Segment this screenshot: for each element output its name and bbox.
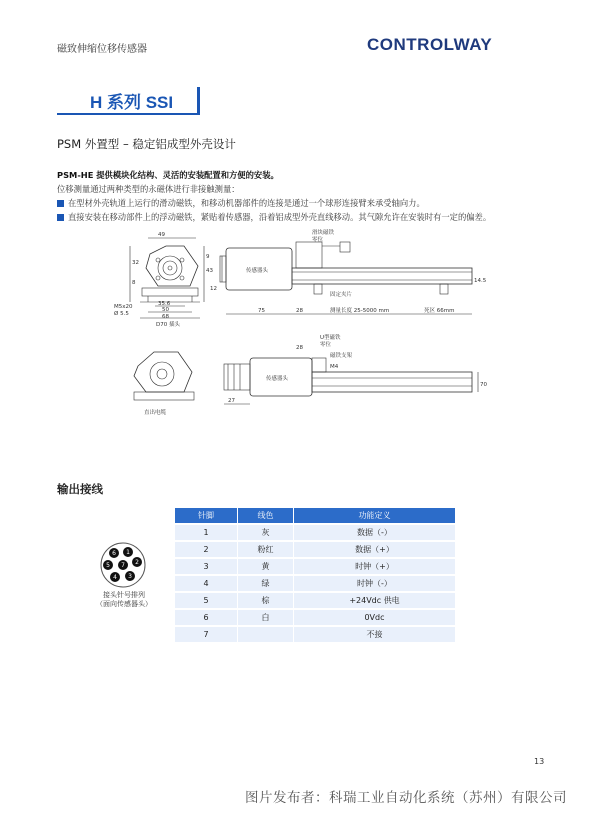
sensor-head-label: 传感器头 (246, 268, 269, 274)
pin-number: 5 (106, 562, 110, 569)
dim-label: 68 (162, 314, 169, 320)
side-view-slide-magnet (210, 228, 487, 314)
pin-number: 4 (113, 574, 117, 581)
table-row (175, 592, 456, 609)
cell: 0Vdc (294, 609, 456, 626)
cell: 绿 (238, 575, 294, 592)
pin-number: 7 (121, 562, 125, 569)
pin-number: 3 (128, 573, 132, 580)
section-subtitle: PSM 外置型 – 稳定铝成型外壳设计 (57, 137, 236, 151)
slide-magnet-label: 滑块磁铁 (312, 230, 335, 236)
dim-label: 14.5 (474, 278, 487, 284)
cell: 白 (238, 609, 294, 626)
cell (238, 626, 294, 642)
square-bullet-icon (57, 214, 64, 221)
dim-label: 27 (228, 398, 235, 404)
table-row (175, 541, 456, 558)
bullet-text: 直接安装在移动部件上的浮动磁铁，紧贴着传感器，沿着铝成型外壳直线移动。其气隙允许在安装时有一定的偏差。 (68, 212, 492, 222)
brand-logo: CONTROLWAY (367, 35, 493, 54)
cell: 数据（-） (294, 524, 456, 541)
page-number: 13 (534, 757, 545, 766)
intro-bold: PSM-HE 提供模块化结构、灵活的安装配置和方便的安装。 (57, 170, 279, 180)
table-row (175, 609, 456, 626)
dim-label: 35.6 (158, 301, 171, 307)
dim-label: 75 (258, 308, 265, 314)
end-view-d70 (114, 232, 213, 328)
table-header-row (175, 508, 456, 524)
drawing-caption: D70 插头 (156, 322, 180, 328)
measure-length-label: 测量长度 25-5000 mm (330, 308, 390, 314)
cell: 粉红 (238, 541, 294, 558)
cell: 4 (175, 575, 238, 592)
header-product-name: 磁致伸缩位移传感器 (57, 44, 147, 55)
dim-label: 50 (162, 307, 169, 313)
cell: 7 (175, 626, 238, 642)
square-bullet-icon (57, 200, 64, 207)
end-view-straight-cable (134, 352, 194, 416)
bullet-item (57, 211, 491, 223)
dim-label: 70 (480, 382, 487, 388)
column-header: 针脚 (175, 508, 238, 524)
dim-label: 12 (210, 286, 217, 292)
bullet-text: 在型材外壳轨道上运行的滑动磁铁，和移动机器部件的连接是通过一个球形连接臂来承受轴向力。 (68, 198, 425, 208)
dim-label: 8 (132, 280, 136, 286)
cell: 1 (175, 524, 238, 541)
pin-number: 6 (112, 550, 116, 557)
page-title: H 系列 SSI (90, 93, 174, 112)
dim-label: 28 (296, 345, 303, 351)
dim-label: 32 (132, 260, 139, 266)
cell: 时钟（+） (294, 558, 456, 575)
output-wiring-title: 输出接线 (57, 482, 103, 496)
dim-label: 28 (296, 308, 303, 314)
connector-pinout-icon (97, 540, 149, 590)
dead-zone-label: 死区 66mm (424, 308, 455, 314)
cell: 棕 (238, 592, 294, 609)
table-row (175, 524, 456, 541)
dim-label: 49 (158, 232, 165, 238)
zero-label: 零位 (320, 342, 332, 348)
dim-label: 43 (206, 268, 213, 274)
publisher-watermark: 图片发布者：科瑞工业自动化系统（苏州）有限公司 (245, 790, 567, 806)
dim-label: 9 (206, 254, 210, 260)
magnet-bracket-label: 磁铁支架 (330, 353, 353, 359)
dim-label: M4 (330, 364, 339, 370)
straight-cable-label: 直出电缆 (144, 410, 167, 416)
u-magnet-label: U型磁铁 (320, 335, 341, 341)
table-row (175, 575, 456, 592)
bullet-item (57, 197, 425, 209)
fixing-clamp-label: 固定夹片 (330, 292, 353, 298)
intro-line: 位移测量通过两种类型的永磁体进行非接触测量： (57, 184, 240, 194)
column-header: 线色 (238, 508, 294, 524)
cell: 5 (175, 592, 238, 609)
connector-caption-sub: （面向传感器头） (96, 600, 152, 608)
column-header: 功能定义 (294, 508, 456, 524)
sensor-head-label: 传感器头 (266, 376, 289, 382)
connector-caption: 接头针号排列 (103, 591, 145, 599)
side-view-u-magnet (224, 333, 487, 404)
table-row (175, 626, 456, 642)
dim-label: M5x20 (114, 304, 133, 310)
cell: 6 (175, 609, 238, 626)
cell: +24Vdc 供电 (294, 592, 456, 609)
cell: 不接 (294, 626, 456, 642)
cell: 3 (175, 558, 238, 575)
cell: 数据（+） (294, 541, 456, 558)
cell: 2 (175, 541, 238, 558)
pin-number: 1 (126, 549, 130, 556)
cell: 灰 (238, 524, 294, 541)
table-row (175, 558, 456, 575)
dim-label: Ø 5.5 (114, 311, 129, 317)
cell: 黄 (238, 558, 294, 575)
zero-label: 零位 (312, 237, 324, 243)
pin-definition-table (175, 508, 456, 642)
cell: 时钟（-） (294, 575, 456, 592)
dimension-drawing (100, 226, 500, 420)
pin-number: 2 (135, 559, 139, 566)
